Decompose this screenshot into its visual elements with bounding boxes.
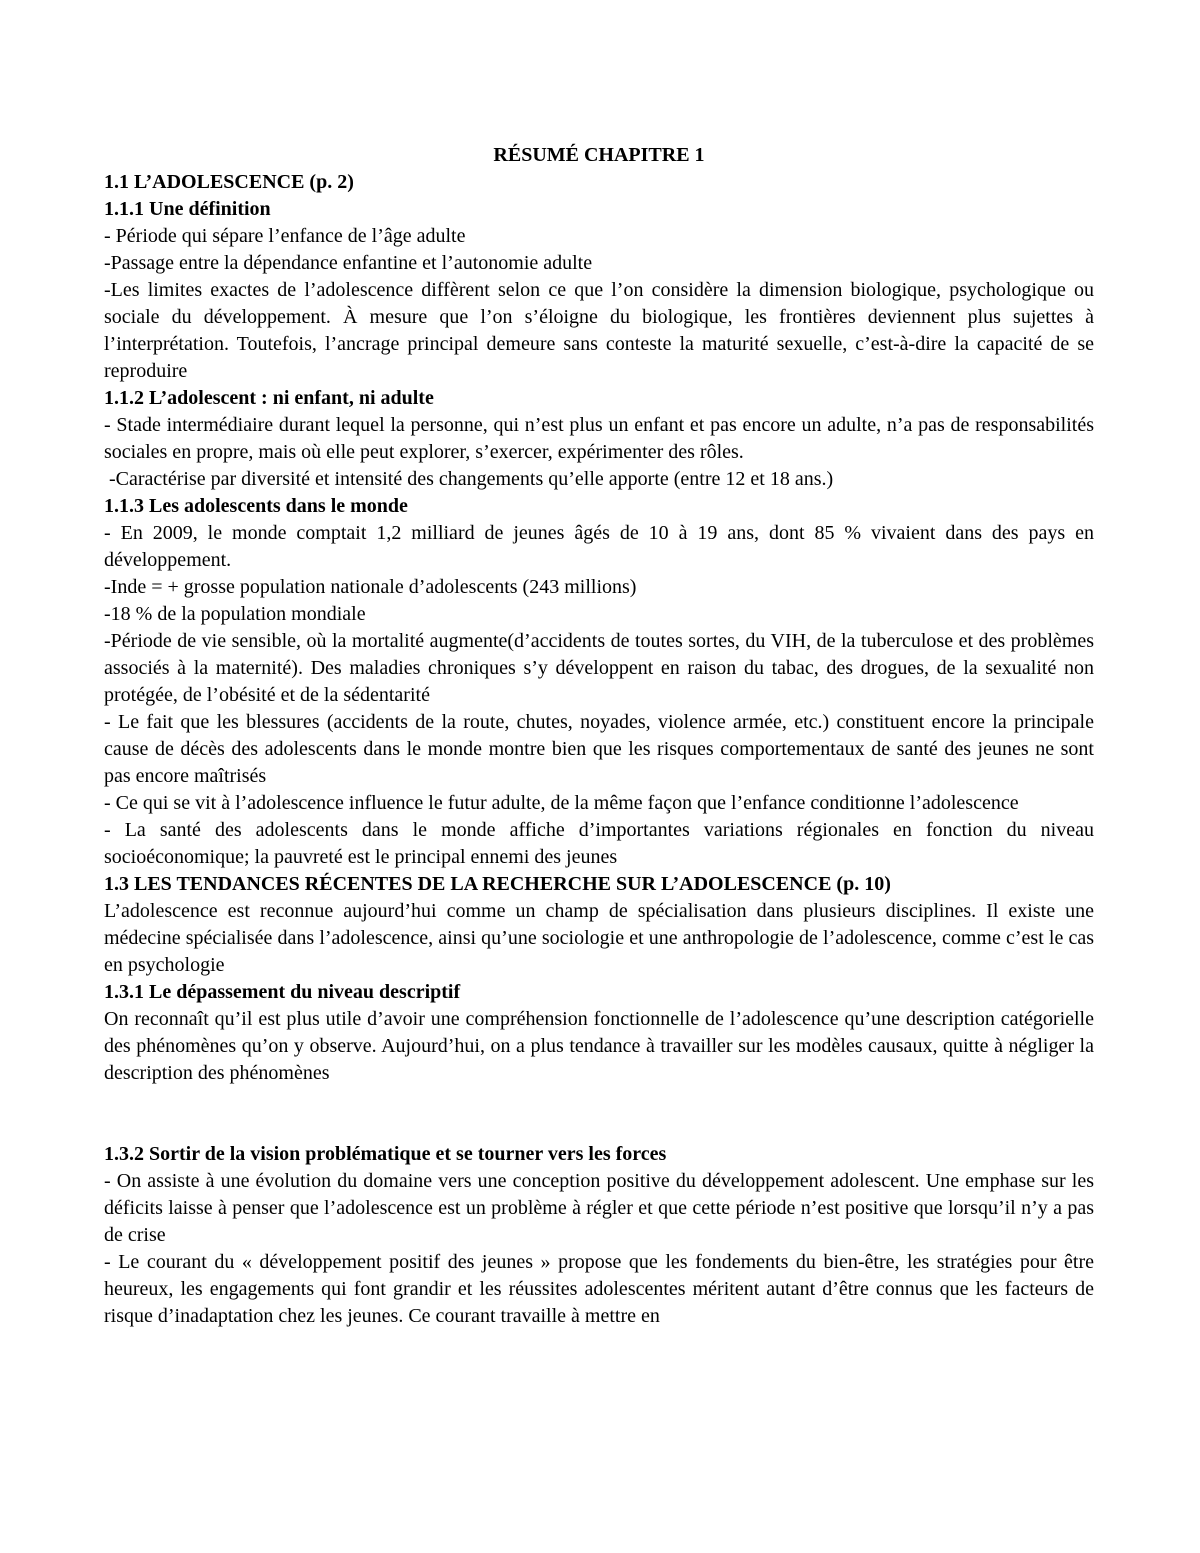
document-page xyxy=(104,142,1094,1330)
paragraph: - Ce qui se vit à l’adolescence influence le futur adulte, de la même façon que l’enfance conditionne l’adolescence xyxy=(104,792,1019,814)
heading-1-1: 1.1 L’ADOLESCENCE (p. 2) xyxy=(104,171,354,193)
paragraph: -Caractérise par diversité et intensité des changements qu’elle apporte (entre 12 et 18 ans.) xyxy=(104,468,834,490)
paragraph: - La santé des adolescents dans le monde affiche d’importantes variations régionales en fonction du niveau socioéconomique; la pauvreté est le principal ennemi des jeunes xyxy=(104,819,1094,868)
heading-1-3-2: 1.3.2 Sortir de la vision problématique et se tourner vers les forces xyxy=(104,1143,667,1165)
paragraph: - Le courant du « développement positif des jeunes » propose que les fondements du bien-être, les stratégies pour être heureux, les engagements qui font grandir et les réussites adolescentes méritent autant d’être connus que les facteurs de risque d’inadaptation chez les jeunes. Ce courant travaille à mettre en xyxy=(104,1251,1094,1327)
paragraph: -Passage entre la dépendance enfantine et l’autonomie adulte xyxy=(104,252,593,274)
paragraph: - Période qui sépare l’enfance de l’âge adulte xyxy=(104,225,466,247)
blank-space xyxy=(104,1087,1094,1141)
paragraph: -Les limites exactes de l’adolescence diffèrent selon ce que l’on considère la dimension biologique, psychologique ou sociale du développement. À mesure que l’on s’éloigne du biologique, les frontières deviennent plus sujettes à l’interprétation. Toutefois, l’ancrage principal demeure sans conteste la maturité sexuelle, c’est-à-dire la capacité de se reproduire xyxy=(104,279,1094,382)
heading-1-1-1: 1.1.1 Une définition xyxy=(104,198,271,220)
document-title: RÉSUMÉ CHAPITRE 1 xyxy=(493,144,705,166)
heading-1-3: 1.3 LES TENDANCES RÉCENTES DE LA RECHERCHE SUR L’ADOLESCENCE (p. 10) xyxy=(104,873,891,895)
heading-1-1-3: 1.1.3 Les adolescents dans le monde xyxy=(104,495,408,517)
paragraph: On reconnaît qu’il est plus utile d’avoir une compréhension fonctionnelle de l’adolescence qu’une description catégorielle des phénomènes qu’on y observe. Aujourd’hui, on a plus tendance à travailler sur les modèles causaux, quitte à négliger la description des phénomènes xyxy=(104,1008,1094,1084)
paragraph: - On assiste à une évolution du domaine vers une conception positive du développement adolescent. Une emphase sur les déficits laisse à penser que l’adolescence est un problème à régler et que cette période n’est positive que lorsqu’il n’y a pas de crise xyxy=(104,1170,1094,1246)
paragraph: - Stade intermédiaire durant lequel la personne, qui n’est plus un enfant et pas encore un adulte, n’a pas de responsabilités sociales en propre, mais où elle peut explorer, s’exercer, expérimenter des rôles. xyxy=(104,414,1094,463)
paragraph: -Période de vie sensible, où la mortalité augmente(d’accidents de toutes sortes, du VIH, de la tuberculose et des problèmes associés à la maternité). Des maladies chroniques s’y développent en raison du tabac, des drogues, de la sexualité non protégée, de l’obésité et de la sédentarité xyxy=(104,630,1094,706)
heading-1-3-1: 1.3.1 Le dépassement du niveau descriptif xyxy=(104,981,461,1003)
paragraph: -18 % de la population mondiale xyxy=(104,603,366,625)
paragraph: -Inde = + grosse population nationale d’adolescents (243 millions) xyxy=(104,576,637,598)
paragraph: L’adolescence est reconnue aujourd’hui comme un champ de spécialisation dans plusieurs disciplines. Il existe une médecine spécialisée dans l’adolescence, ainsi qu’une sociologie et une anthropologie de l’adolescence, comme c’est le cas en psychologie xyxy=(104,900,1094,976)
paragraph: - En 2009, le monde comptait 1,2 milliard de jeunes âgés de 10 à 19 ans, dont 85 % vivaient dans des pays en développement. xyxy=(104,522,1094,571)
paragraph: - Le fait que les blessures (accidents de la route, chutes, noyades, violence armée, etc.) constituent encore la principale cause de décès des adolescents dans le monde montre bien que les risques comportementaux de santé des jeunes ne sont pas encore maîtrisés xyxy=(104,711,1094,787)
heading-1-1-2: 1.1.2 L’adolescent : ni enfant, ni adulte xyxy=(104,387,434,409)
